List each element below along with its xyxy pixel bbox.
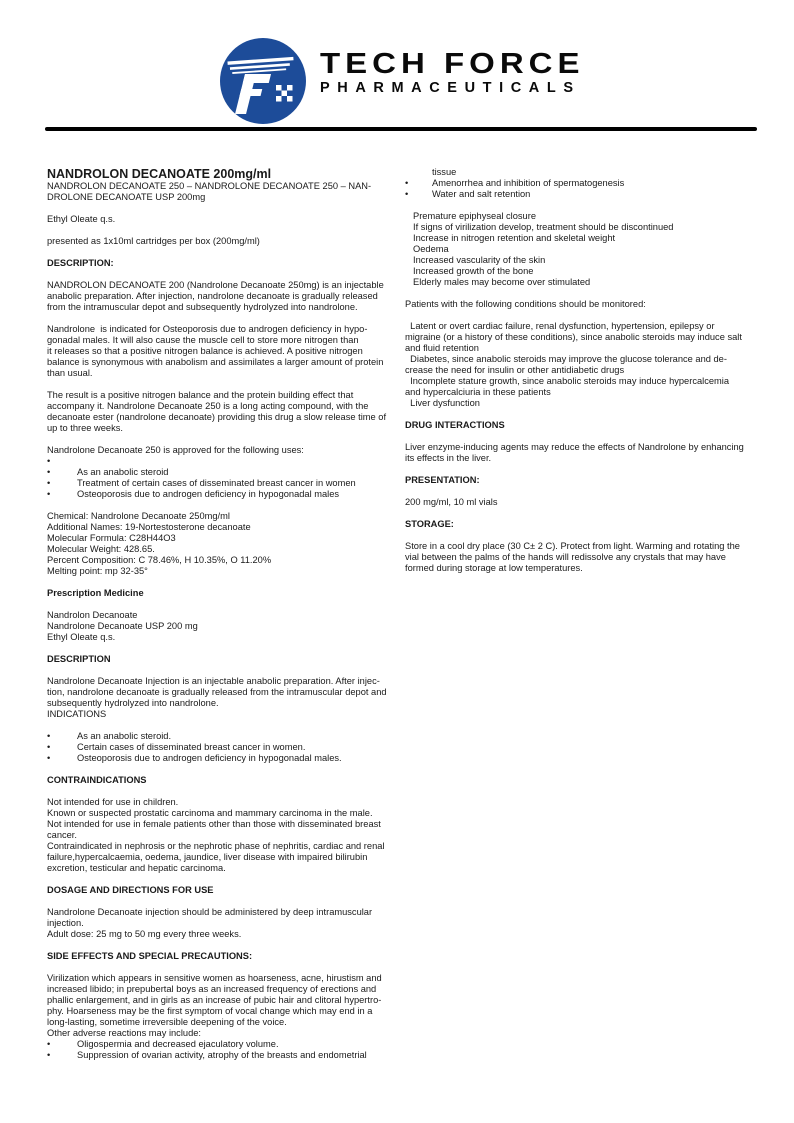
text-line: and fluid retention [405,343,479,353]
text-line: Additional Names: 19-Nortestosterone decanoate [47,522,251,532]
text-line: cancer. [47,830,77,840]
text-line: its effects in the liver. [405,453,492,463]
bullet-item [405,167,757,178]
para-block [47,236,392,247]
text-line: If signs of virilization develop, treatment should be discontinued [413,222,674,232]
bullet-item [47,753,392,764]
text-line: than usual. [47,368,93,378]
text-line: Ethyl Oleate q.s. [47,214,116,224]
text-line: Oedema [413,244,449,254]
logo-monogram-icon [220,38,306,124]
text-line: Virilization which appears in sensitive women as hoarseness, acne, hirustism and [47,973,382,983]
title-block [47,167,392,203]
section-heading: DOSAGE AND DIRECTIONS FOR USE [47,885,214,895]
text-line: Melting point: mp 32-35° [47,566,148,576]
text-line: Nandrolone Decanoate injection should be administered by deep intramuscular [47,907,373,917]
para-block [405,442,757,464]
bullet-text: Amenorrhea and inhibition of spermatogenesis [432,178,625,188]
text-line: Liver enzyme-inducing agents may reduce the effects of Nandrolone by enhancing [405,442,744,452]
bullet-text: Osteoporosis due to androgen deficiency in hypogonadal males [77,489,340,499]
section-heading: PRESENTATION: [405,475,480,485]
para-block [405,497,757,508]
text-line: Increased vascularity of the skin [413,255,546,265]
product-title: NANDROLON DECANOATE 200mg/ml [47,167,272,181]
bullet-item [47,1050,392,1061]
bullet-text: Osteoporosis due to androgen deficiency in hypogonadal males. [77,753,342,763]
text-line: up to three weeks. [47,423,123,433]
text-line: long-lasting, sometime irreversible deepening of the voice. [47,1017,287,1027]
header-divider [45,127,757,131]
bullet-item [47,1039,392,1050]
list-block [47,731,392,764]
text-line: it releases so that a positive nitrogen balance is achieved. A positive nitrogen [47,346,363,356]
para-block [47,907,392,940]
para-block [47,511,392,577]
right-column [405,167,757,1072]
list-block [47,445,392,500]
text-line: Nandrolon Decanoate [47,610,138,620]
text-line: Molecular Formula: C28H44O3 [47,533,176,543]
text-line: Nandrolone Decanoate 250 is approved for the following uses: [47,445,304,455]
text-line: increased libido; in prepubertal boys as an increased frequency of erections and [47,984,377,994]
bullet-dot: • [47,1039,51,1049]
para-block [405,321,757,409]
bullet-item [47,478,392,489]
bullet-item [47,489,392,500]
para-block [47,280,392,313]
logo-wordmark [320,46,600,96]
para-block [405,211,757,288]
bullet-text: tissue [432,167,457,177]
text-line: Nandrolone is indicated for Osteoporosis due to androgen deficiency in hypo- [47,324,368,334]
text-line: gonadal males. It will also cause the muscle cell to store more nitrogen than [47,335,359,345]
text-line: Molecular Weight: 428.65. [47,544,155,554]
text-line: vial between the palms of the hands will redissolve any crystals that may have [405,552,726,562]
text-line: Latent or overt cardiac failure, renal dysfunction, hypertension, epilepsy or [405,321,715,331]
bullet-item [47,731,392,742]
text-line: and hypercalciuria in these patients [405,387,551,397]
text-line: anabolic preparation. After injection, nandrolone decanoate is gradually released [47,291,378,301]
text-line: DROLONE DECANOATE USP 200mg [47,192,206,202]
bullet-item [405,178,757,189]
section-heading: STORAGE: [405,519,454,529]
text-line: Premature epiphyseal closure [413,211,536,221]
bullet-text: Oligospermia and decreased ejaculatory volume. [77,1039,279,1049]
text-line: The result is a positive nitrogen balance and the protein building effect that [47,390,354,400]
text-line: Contraindicated in nephrosis or the nephrotic phase of nephritis, cardiac and renal [47,841,385,851]
bullet-item [405,189,757,200]
text-line: Chemical: Nandrolone Decanoate 250mg/ml [47,511,230,521]
text-line: phallic enlargement, and in girls as an increase of pubic hair and clitoral hypertro- [47,995,382,1005]
para-block [405,299,757,310]
text-line: Known or suspected prostatic carcinoma and mammary carcinoma in the male. [47,808,373,818]
text-line: Increase in nitrogen retention and skeletal weight [413,233,616,243]
para-block [47,797,392,874]
bullet-dot: • [47,489,51,499]
text-line: excretion, testicular and hepatic carcinoma. [47,863,226,873]
brand-tagline: PHARMACEUTICALS [320,80,581,96]
text-line: Diabetes, since anabolic steroids may improve the glucose tolerance and de- [405,354,727,364]
text-line: Not intended for use in children. [47,797,179,807]
text-line: failure,hypercalcaemia, oedema, jaundice, liver disease with impaired bilirubin [47,852,368,862]
list-block [47,973,392,1061]
section-heading: CONTRAINDICATIONS [47,775,147,785]
bullet-text: As an anabolic steroid. [77,731,172,741]
bullet-dot: • [47,478,51,488]
text-line: Increased growth of the bone [413,266,534,276]
bullet-dot: • [47,1050,51,1060]
bullet-text: As an anabolic steroid [77,467,169,477]
text-line: Not intended for use in female patients other than those with disseminated breast [47,819,381,829]
text-line: Nandrolone Decanoate Injection is an injectable anabolic preparation. After injec- [47,676,380,686]
bullet-dot: • [47,742,51,752]
brand-name: TECH FORCE [320,46,585,80]
text-line: formed during storage at low temperatures. [405,563,583,573]
text-line: Percent Composition: C 78.46%, H 10.35%, O 11.20% [47,555,272,565]
para-block [47,214,392,225]
section-heading: DESCRIPTION: [47,258,114,268]
text-line: Patients with the following conditions should be monitored: [405,299,646,309]
text-line: Incomplete stature growth, since anabolic steroids may induce hypercalcemia [405,376,730,386]
bullet-dot: • [47,467,51,477]
section-heading: DRUG INTERACTIONS [405,420,505,430]
text-line: Liver dysfunction [405,398,480,408]
section-heading: Prescription Medicine [47,588,144,598]
left-column [47,167,392,1072]
bullet-item [47,742,392,753]
text-line: migraine (or a history of these conditions), since anabolic steroids may induce salt [405,332,742,342]
text-line: accompany it. Nandrolone Decanoate 250 is a long acting compound, with the [47,401,369,411]
text-line: Ethyl Oleate q.s. [47,632,116,642]
section-heading: SIDE EFFECTS AND SPECIAL PRECAUTIONS: [47,951,253,961]
text-line: injection. [47,918,84,928]
bullet-text: Suppression of ovarian activity, atrophy of the breasts and endometrial [77,1050,367,1060]
text-line: presented as 1x10ml cartridges per box (200mg/ml) [47,236,260,246]
text-line: tion, nandrolone decanoate is gradually released from the intramuscular depot and [47,687,387,697]
bullet-text: Certain cases of disseminated breast cancer in women. [77,742,306,752]
para-block [47,324,392,379]
text-line: from the intramuscular depot and subsequently hydrolyzed into nandrolone. [47,302,358,312]
text-line: Store in a cool dry place (30 C± 2 C). Protect from light. Warming and rotating the [405,541,740,551]
text-line: NANDROLON DECANOATE 200 (Nandrolone Decanoate 250mg) is an injectable [47,280,384,290]
text-line: balance is synonymous with anabolism and assimilates a larger amount of protein [47,357,384,367]
bullet-dot: • [47,753,51,763]
section-heading: DESCRIPTION [47,654,111,664]
text-line: INDICATIONS [47,709,107,719]
bullet-text: Treatment of certain cases of disseminated breast cancer in women [77,478,356,488]
text-line: 200 mg/ml, 10 ml vials [405,497,498,507]
list-block [405,167,757,200]
bullet-text: Water and salt retention [432,189,531,199]
bullet-dot: • [47,456,51,466]
bullet-dot: • [47,731,51,741]
text-line: crease the need for insulin or other antidiabetic drugs [405,365,625,375]
bullet-item [47,467,392,478]
text-line: subsequently hydrolyzed into nandrolone. [47,698,219,708]
text-line: Adult dose: 25 mg to 50 mg every three weeks. [47,929,242,939]
bullet-dot: • [405,178,409,188]
page-header [0,0,794,150]
text-line: phy. Hoarseness may be the first symptom of vocal change which may end in a [47,1006,373,1016]
document-body [47,167,757,1072]
text-line: decanoate ester (nandrolone decanoate) providing this drug a slow release time of [47,412,387,422]
text-line: Elderly males may become over stimulated [413,277,591,287]
text-line: NANDROLON DECANOATE 250 – NANDROLONE DECANOATE 250 – NAN- [47,181,372,191]
para-block [47,390,392,434]
bullet-item [47,456,392,467]
text-line: Other adverse reactions may include: [47,1028,201,1038]
para-block [47,676,392,720]
para-block [47,610,392,643]
bullet-dot: • [405,189,409,199]
text-line: Nandrolone Decanoate USP 200 mg [47,621,198,631]
para-block [405,541,757,574]
